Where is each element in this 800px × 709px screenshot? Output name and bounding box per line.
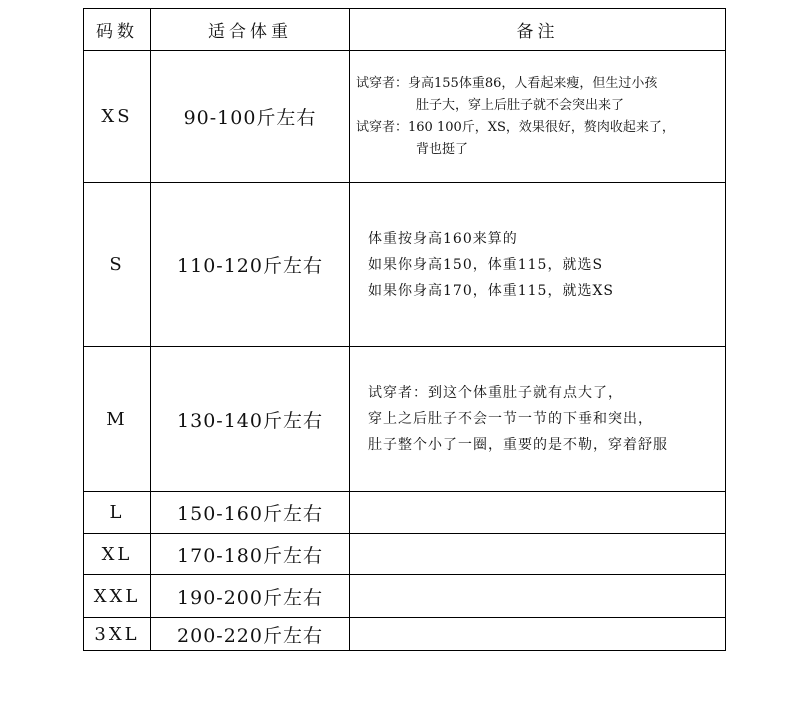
note-cell <box>350 575 726 618</box>
header-size: 码数 <box>84 9 151 51</box>
size-cell: S <box>84 183 151 347</box>
note-cell <box>350 347 726 492</box>
note-line: 试穿者：到这个体重肚子就有点大了， <box>368 385 623 401</box>
note-cell <box>350 618 726 651</box>
weight-cell: 90-100斤左右 <box>151 51 350 183</box>
note-cell <box>350 51 726 183</box>
table-row <box>84 183 726 347</box>
header-weight: 适合体重 <box>151 9 350 51</box>
size-chart-table <box>83 8 726 651</box>
size-cell: 3XL <box>84 618 151 651</box>
size-cell: XL <box>84 534 151 575</box>
weight-cell: 150-160斤左右 <box>151 492 350 534</box>
table-row <box>84 618 726 651</box>
note-line: 体重按身高160来算的 <box>368 230 518 247</box>
table-row <box>84 492 726 534</box>
table-row <box>84 347 726 492</box>
note-line: 试穿者：160 100斤，XS，效果很好，赘肉收起来了， <box>356 119 675 135</box>
size-cell: XS <box>84 51 151 183</box>
note-line: 背也挺了 <box>416 141 469 157</box>
size-cell: M <box>84 347 151 492</box>
note-cell <box>350 534 726 575</box>
note-line: 如果你身高170，体重115，就选XS <box>368 282 615 299</box>
table-row <box>84 575 726 618</box>
note-line: 如果你身高150，体重115，就选S <box>368 256 604 273</box>
weight-cell: 200-220斤左右 <box>151 618 350 651</box>
note-cell <box>350 183 726 347</box>
weight-cell: 190-200斤左右 <box>151 575 350 618</box>
size-cell: XXL <box>84 575 151 618</box>
weight-cell: 170-180斤左右 <box>151 534 350 575</box>
note-line: 试穿者：身高155体重86，人看起来瘦，但生过小孩 <box>356 75 658 91</box>
size-cell: L <box>84 492 151 534</box>
header-row <box>84 9 726 51</box>
note-line: 穿上之后肚子不会一节一节的下垂和突出， <box>368 411 653 427</box>
note-cell <box>350 492 726 534</box>
note-line: 肚子整个小了一圈，重要的是不勒，穿着舒服 <box>368 437 668 453</box>
weight-cell: 110-120斤左右 <box>151 183 350 347</box>
table-row <box>84 51 726 183</box>
header-note: 备注 <box>350 9 726 51</box>
table-row <box>84 534 726 575</box>
note-line: 肚子大，穿上后肚子就不会突出来了 <box>416 97 625 113</box>
weight-cell: 130-140斤左右 <box>151 347 350 492</box>
